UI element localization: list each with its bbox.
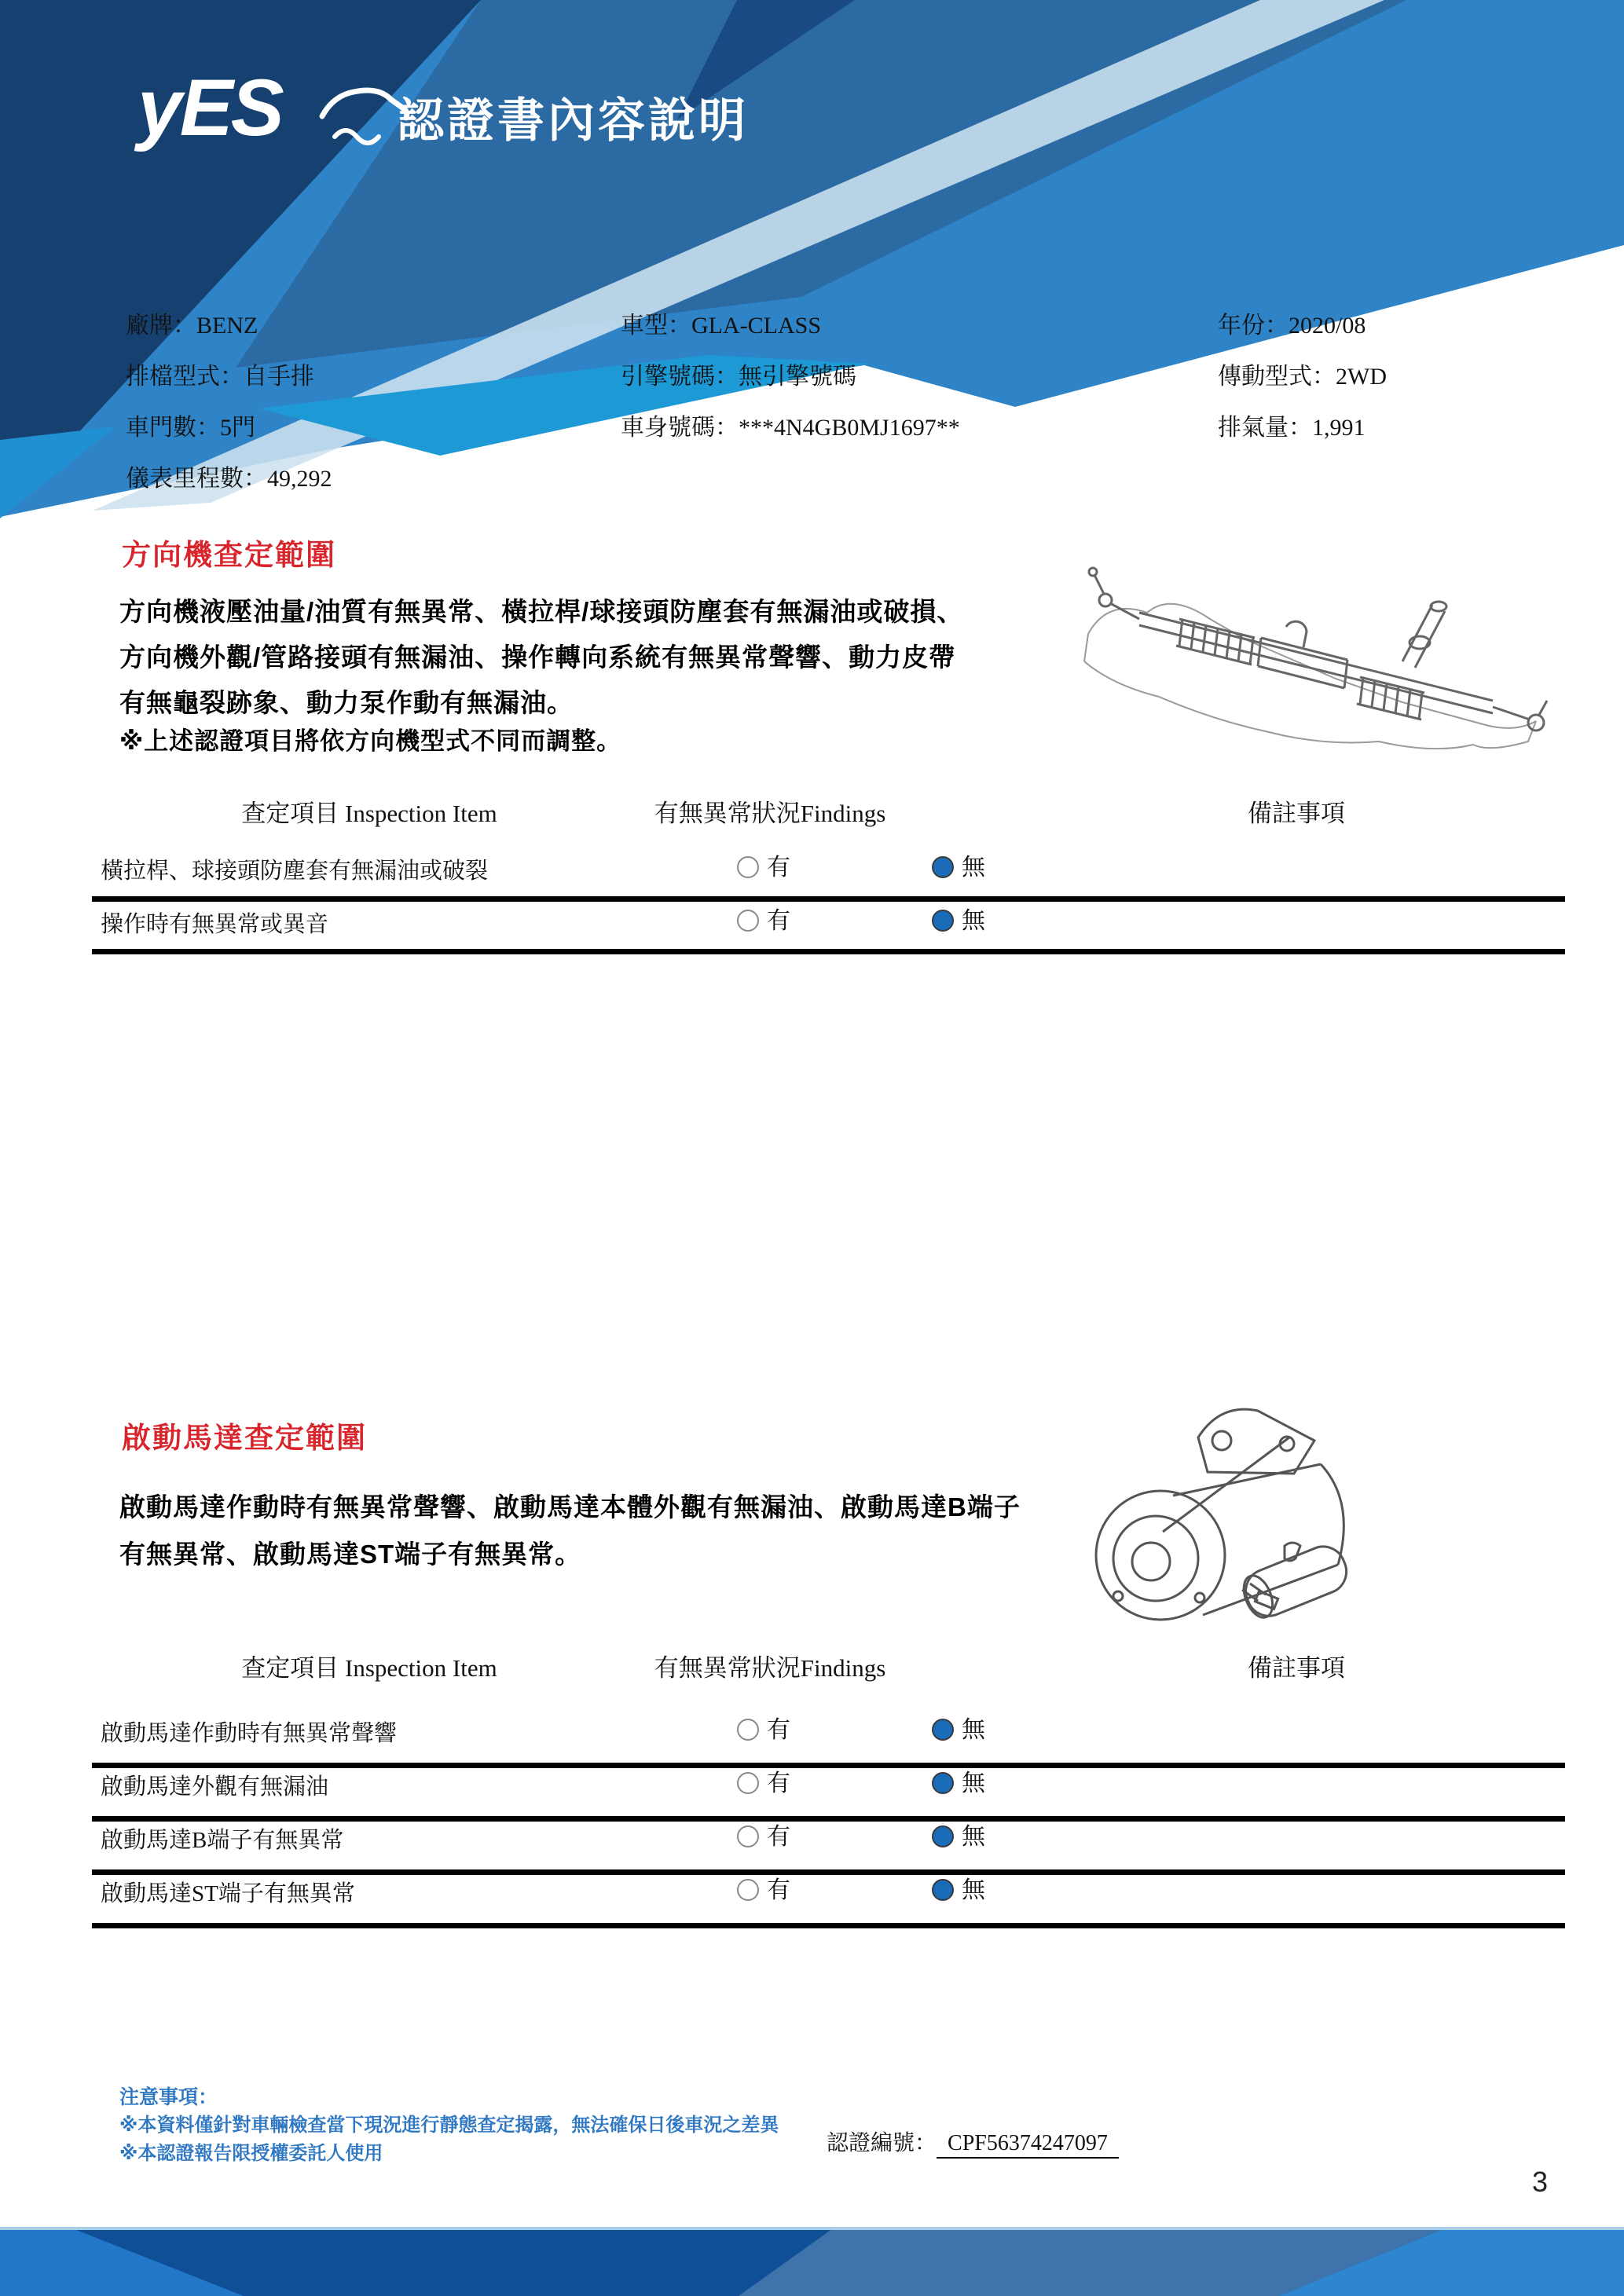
footer-notice-title: 注意事項：	[119, 2086, 218, 2108]
starter-description-line1: 啟動馬達作動時有無異常聲響、啟動馬達本體外觀有無漏油、啟動馬達B端子	[119, 1492, 1021, 1522]
table-divider	[92, 1763, 1565, 1768]
starter-row2-radio-yes-label: 有	[767, 1771, 790, 1796]
steering-table-header-item: 查定項目 Inspection Item	[241, 800, 497, 827]
starter-row3-radio-no-label: 無	[962, 1824, 985, 1850]
starter-row2-radio-no[interactable]	[932, 1772, 954, 1794]
footer-notice-line1: ※本資料僅針對車輛檢查當下現況進行靜態查定揭露，無法確保日後車況之差異	[119, 2115, 779, 2136]
starter-row1-radio-no[interactable]	[932, 1719, 954, 1741]
starter-row3-item: 啟動馬達B端子有無異常	[101, 1828, 344, 1853]
page-number: 3	[1532, 2166, 1549, 2198]
certificate-number-label: 認證編號：	[827, 2131, 937, 2155]
starter-row4-radio-yes-label: 有	[767, 1877, 790, 1903]
starter-row2-radio-no-label: 無	[962, 1771, 985, 1796]
yes-logo: yES	[137, 63, 282, 152]
starter-row1-item: 啟動馬達作動時有無異常聲響	[101, 1721, 398, 1746]
starter-row1-radio-yes-label: 有	[767, 1717, 790, 1743]
table-divider	[92, 949, 1565, 954]
vehicle-field-transmission: 排檔型式：自手排	[126, 364, 314, 390]
steering-description-note: ※上述認證項目將依方向機型式不同而調整。	[119, 727, 622, 755]
footer-band-graphic	[0, 2227, 1624, 2296]
starter-motor-illustration	[1088, 1392, 1367, 1643]
table-divider	[92, 1869, 1565, 1875]
starter-table-header-item: 查定項目 Inspection Item	[241, 1654, 497, 1682]
steering-row2-radio-yes-label: 有	[767, 908, 790, 934]
table-divider	[92, 896, 1565, 902]
starter-table-header-findings: 有無異常狀況Findings	[654, 1654, 886, 1682]
steering-rack-illustration	[1065, 544, 1571, 764]
starter-row3-radio-yes-label: 有	[767, 1824, 790, 1850]
vehicle-field-displacement: 排氣量：1,991	[1218, 415, 1366, 441]
steering-row1-radio-no[interactable]	[932, 856, 954, 878]
steering-row2-radio-no[interactable]	[932, 910, 954, 932]
starter-row4-radio-no[interactable]	[932, 1879, 954, 1901]
steering-row2-radio-yes[interactable]	[737, 910, 759, 932]
starter-row3-radio-yes[interactable]	[737, 1825, 759, 1847]
vehicle-field-vin: 車身號碼：***4N4GB0MJ1697**	[621, 415, 960, 441]
steering-description-line2: 方向機外觀/管路接頭有無漏油、操作轉向系統有無異常聲響、動力皮帶	[119, 643, 956, 672]
vehicle-field-year: 年份：2020/08	[1218, 313, 1366, 339]
vehicle-field-drivetrain: 傳動型式：2WD	[1218, 364, 1387, 390]
steering-row1-radio-yes[interactable]	[737, 856, 759, 878]
starter-row4-item: 啟動馬達ST端子有無異常	[101, 1881, 355, 1906]
table-divider	[92, 1816, 1565, 1822]
starter-row1-radio-no-label: 無	[962, 1717, 985, 1743]
starter-row2-item: 啟動馬達外觀有無漏油	[101, 1774, 329, 1800]
steering-row2-radio-no-label: 無	[962, 908, 985, 934]
steering-section-title: 方向機查定範圍	[122, 539, 336, 571]
steering-row1-radio-no-label: 無	[962, 855, 985, 881]
starter-table-header-remarks: 備註事項	[1248, 1654, 1345, 1682]
steering-table-header-findings: 有無異常狀況Findings	[654, 800, 886, 827]
starter-description-line2: 有無異常、啟動馬達ST端子有無異常。	[119, 1540, 582, 1569]
vehicle-field-mileage: 儀表里程數：49,292	[126, 466, 332, 492]
vehicle-field-doors: 車門數：5門	[126, 415, 255, 441]
vehicle-field-engine-no: 引擎號碼：無引擎號碼	[621, 364, 856, 390]
certificate-number-value: CPF56374247097	[937, 2131, 1119, 2159]
starter-row1-radio-yes[interactable]	[737, 1719, 759, 1741]
vehicle-field-model: 車型：GLA-CLASS	[621, 313, 822, 339]
certificate-number-line	[827, 2126, 1119, 2157]
starter-row3-radio-no[interactable]	[932, 1825, 954, 1847]
footer-notice-line2: ※本認證報告限授權委託人使用	[119, 2143, 383, 2164]
starter-row2-radio-yes[interactable]	[737, 1772, 759, 1794]
page-title: 認證書內容說明	[397, 94, 749, 147]
vehicle-field-brand: 廠牌：BENZ	[126, 313, 258, 339]
starter-row4-radio-no-label: 無	[962, 1877, 985, 1903]
steering-row1-radio-yes-label: 有	[767, 855, 790, 881]
starter-row4-radio-yes[interactable]	[737, 1879, 759, 1901]
steering-row2-item: 操作時有無異常或異音	[101, 912, 329, 937]
steering-description-line1: 方向機液壓油量/油質有無異常、橫拉桿/球接頭防塵套有無漏油或破損、	[119, 597, 964, 626]
steering-table-header-remarks: 備註事項	[1248, 800, 1345, 827]
steering-row1-item: 橫拉桿、球接頭防塵套有無漏油或破裂	[101, 859, 489, 884]
steering-description-line3: 有無龜裂跡象、動力泵作動有無漏油。	[119, 688, 574, 717]
starter-section-title: 啟動馬達查定範圍	[122, 1422, 367, 1454]
table-divider	[92, 1923, 1565, 1928]
